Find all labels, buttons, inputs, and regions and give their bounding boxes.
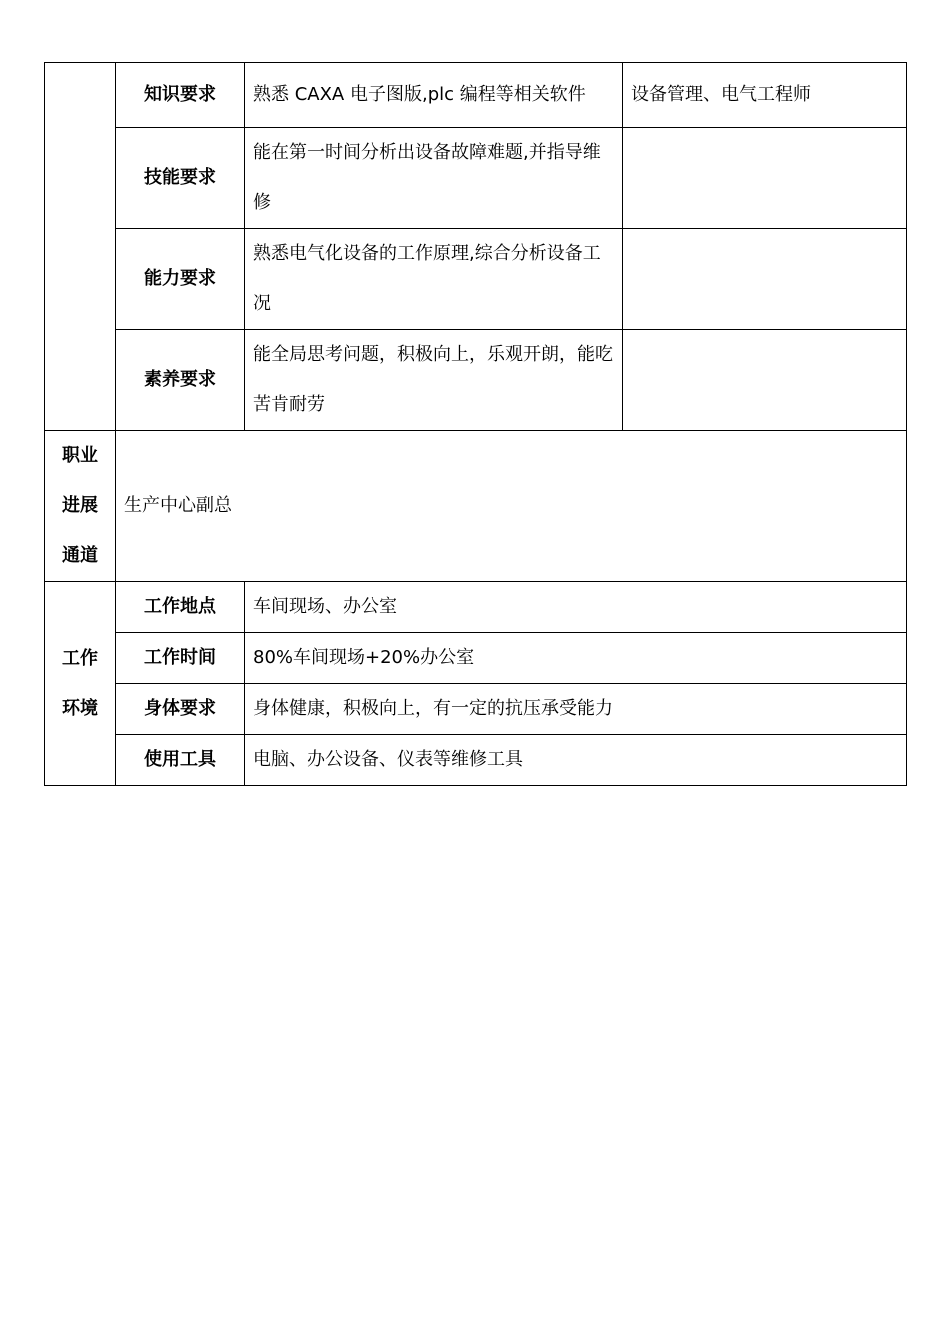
row-extra-ability [623,229,907,330]
table-row [45,684,907,735]
row-label-location: 工作地点 [116,582,245,633]
row-content-tools: 电脑、办公设备、仪表等维修工具 [245,735,907,786]
career-label-line: 职业 [62,445,98,466]
table-row [45,431,907,582]
table-row [45,63,907,128]
job-description-table [44,62,907,786]
row-label-ability: 能力要求 [116,229,245,330]
row-label-skill: 技能要求 [116,128,245,229]
row-content-knowledge: 熟悉 CAXA 电子图版,plc 编程等相关软件 [245,63,623,128]
row-extra-quality [623,330,907,431]
row-label-physical: 身体要求 [116,684,245,735]
row-label-quality: 素养要求 [116,330,245,431]
career-label-line: 进展 [62,495,98,516]
row-content-location: 车间现场、办公室 [245,582,907,633]
row-content-ability: 熟悉电气化设备的工作原理,综合分析设备工况 [245,229,623,330]
table-row [45,582,907,633]
table-row [45,330,907,431]
table-row [45,229,907,330]
table-row [45,128,907,229]
environment-label-line: 工作 [62,647,98,669]
table-row [45,735,907,786]
row-label-hours: 工作时间 [116,633,245,684]
career-content: 生产中心副总 [116,431,907,582]
environment-group-label [45,582,116,786]
table-row [45,633,907,684]
row-content-physical: 身体健康，积极向上，有一定的抗压承受能力 [245,684,907,735]
career-group-label [45,431,116,582]
row-content-skill: 能在第一时间分析出设备故障难题,并指导维修 [245,128,623,229]
row-extra-knowledge: 设备管理、电气工程师 [623,63,907,128]
row-content-quality: 能全局思考问题，积极向上，乐观开朗，能吃苦肯耐劳 [245,330,623,431]
requirements-group-cell [45,63,116,431]
environment-label-line: 环境 [62,697,98,719]
row-content-hours: 80%车间现场+20%办公室 [245,633,907,684]
row-label-knowledge: 知识要求 [116,63,245,128]
career-label-line: 通道 [62,545,98,566]
row-label-tools: 使用工具 [116,735,245,786]
row-extra-skill [623,128,907,229]
